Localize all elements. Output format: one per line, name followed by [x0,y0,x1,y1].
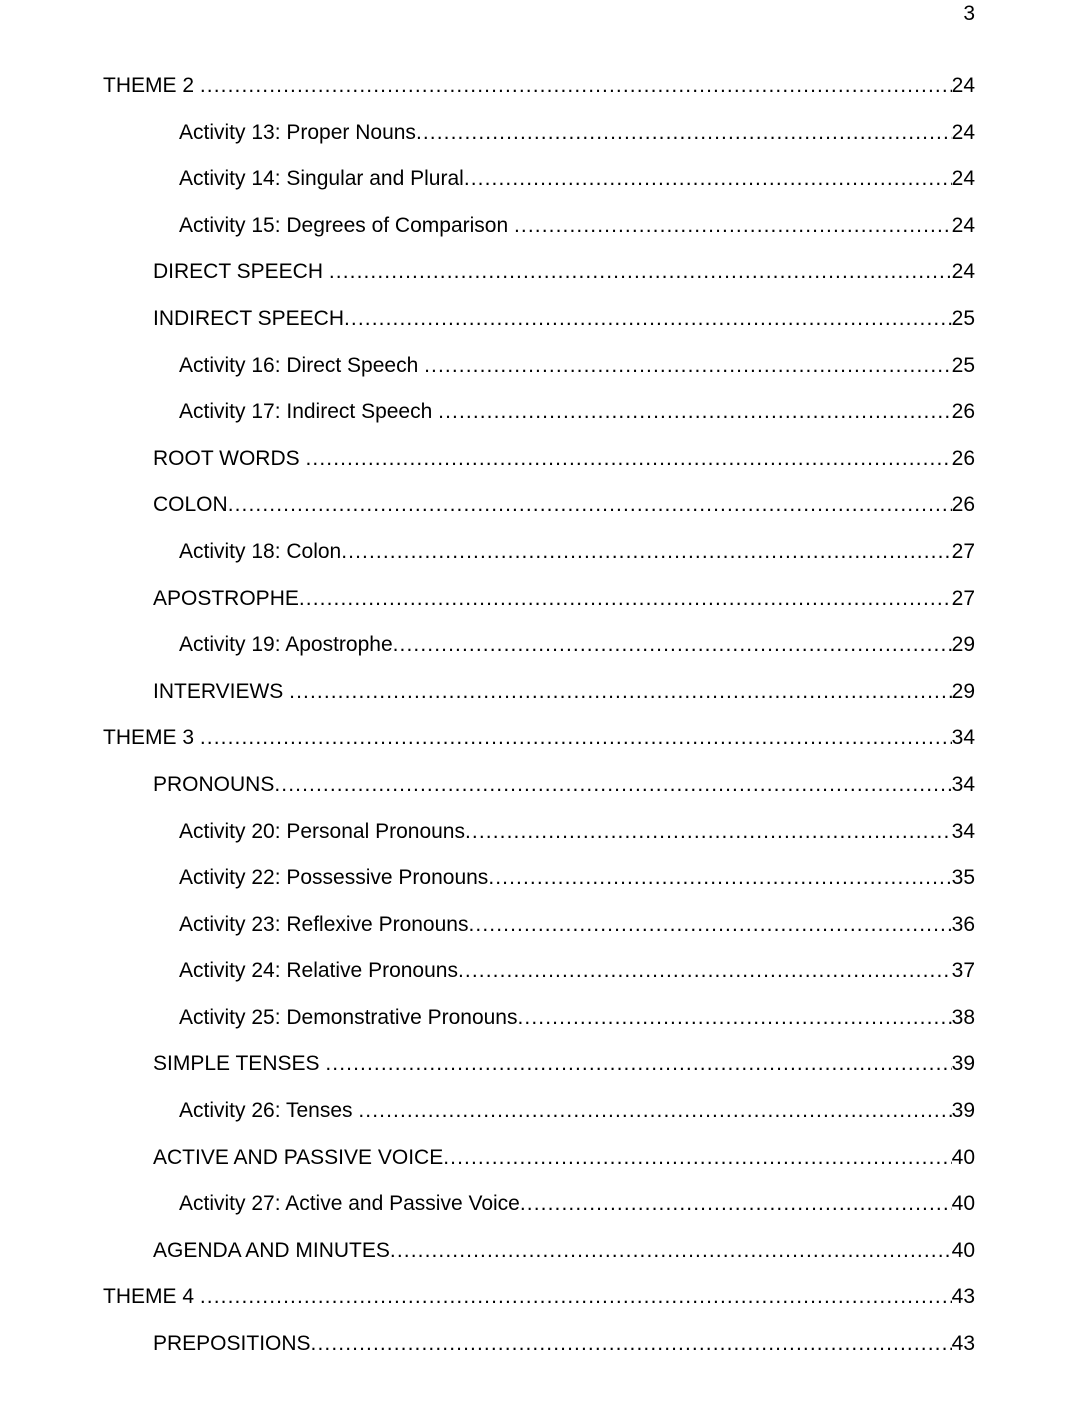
toc-entry[interactable] [103,259,975,306]
toc-entry[interactable] [103,865,975,912]
toc-leader-dots [416,120,952,145]
toc-entry[interactable] [103,632,975,679]
toc-entry-label: ACTIVE AND PASSIVE VOICE [153,1145,444,1169]
toc-entry[interactable] [103,1005,975,1052]
toc-entry[interactable] [103,1191,975,1238]
toc-entry-page: 25 [951,306,975,330]
toc-leader-dots [289,679,952,704]
toc-entry[interactable] [103,1284,975,1331]
toc-entry-page: 24 [951,213,975,237]
toc-entry-page: 29 [951,633,975,657]
toc-entry-page: 40 [951,1145,975,1169]
toc-entry-label: Activity 22: Possessive Pronouns [179,866,489,890]
toc-entry-label: Activity 18: Colon [179,539,342,563]
toc-entry[interactable] [103,819,975,866]
toc-entry[interactable] [103,1331,975,1378]
toc-entry-page: 26 [951,446,975,470]
toc-entry-label: INDIRECT SPEECH [153,306,344,330]
toc-entry-page: 38 [951,1005,975,1029]
toc-entry-label: APOSTROPHE [153,586,299,610]
toc-entry-label: Activity 14: Singular and Plural [179,167,464,191]
toc-entry[interactable] [103,772,975,819]
toc-entry-label: PREPOSITIONS [153,1332,311,1356]
toc-entry-label: Activity 19: Apostrophe [179,633,393,657]
toc-entry[interactable] [103,213,975,260]
toc-leader-dots [305,446,951,471]
toc-entry-page: 24 [951,260,975,284]
toc-leader-dots [311,1331,952,1356]
toc-entry[interactable] [103,120,975,167]
toc-leader-dots [228,492,952,517]
toc-entry-label: Activity 25: Demonstrative Pronouns [179,1005,518,1029]
toc-entry-page: 24 [951,74,975,97]
toc-entry-label: Activity 13: Proper Nouns [179,120,416,144]
toc-entry-page: 40 [951,1192,975,1216]
toc-leader-dots [200,1284,952,1309]
toc-entry[interactable] [103,539,975,586]
toc-entry-page: 39 [951,1052,975,1076]
toc-entry-page: 24 [951,167,975,191]
toc-entry[interactable] [103,353,975,400]
toc-entry-page: 26 [951,400,975,424]
toc-leader-dots [358,1098,951,1123]
toc-entry-label: Activity 20: Personal Pronouns [179,819,465,843]
toc-leader-dots [329,259,952,284]
toc-entry[interactable] [103,958,975,1005]
toc-leader-dots [344,306,952,331]
toc-leader-dots [468,912,951,937]
toc-leader-dots [200,725,952,750]
toc-entry-label: ROOT WORDS [153,446,306,470]
toc-entry-label: PRONOUNS [153,772,275,796]
toc-entry-label: AGENDA AND MINUTES [153,1238,390,1262]
page-number: 3 [963,2,975,25]
toc-entry-page: 27 [951,586,975,610]
toc-entry-page: 35 [951,866,975,890]
toc-leader-dots [465,819,952,844]
toc-entry[interactable] [103,1051,975,1098]
toc-leader-dots [274,772,951,797]
toc-entry-label: DIRECT SPEECH [153,260,329,284]
toc-leader-dots [325,1051,951,1076]
toc-entry-page: 36 [951,912,975,936]
toc-entry[interactable] [103,1145,975,1192]
toc-entry-label: SIMPLE TENSES [153,1052,326,1076]
toc-entry-label: INTERVIEWS [153,679,290,703]
toc-leader-dots [393,632,952,657]
toc-entry-label: Activity 24: Relative Pronouns [179,959,458,983]
toc-entry[interactable] [103,586,975,633]
toc-entry[interactable] [103,492,975,539]
toc-entry-page: 27 [951,539,975,563]
toc-leader-dots [200,73,952,98]
toc-leader-dots [520,1191,952,1216]
toc-entry-page: 25 [951,353,975,377]
toc-entry-page: 26 [951,493,975,517]
toc-entry[interactable] [103,306,975,353]
toc-entry[interactable] [103,399,975,446]
toc-leader-dots [443,1145,951,1170]
toc-entry-label: Activity 15: Degrees of Comparison [179,213,514,237]
toc-entry-page: 34 [951,772,975,796]
toc-leader-dots [514,213,952,238]
toc-entry-page: 34 [951,819,975,843]
toc-leader-dots [299,586,952,611]
toc-leader-dots [390,1238,952,1263]
toc-entry[interactable] [103,1098,975,1145]
toc-entry-page: 24 [951,120,975,144]
toc-leader-dots [341,539,951,564]
toc-entry-page: 39 [951,1099,975,1123]
table-of-contents [103,73,975,1378]
toc-entry-label: Activity 23: Reflexive Pronouns [179,912,469,936]
toc-entry[interactable] [103,679,975,726]
toc-entry[interactable] [103,73,975,120]
toc-entry-page: 43 [951,1285,975,1309]
toc-leader-dots [517,1005,951,1030]
toc-entry-label: Activity 26: Tenses [179,1099,359,1123]
toc-entry[interactable] [103,1238,975,1285]
toc-entry[interactable] [103,725,975,772]
toc-entry-page: 29 [951,679,975,703]
toc-entry-page: 34 [951,726,975,750]
toc-entry-label: Activity 17: Indirect Speech [179,400,439,424]
toc-entry[interactable] [103,912,975,959]
toc-leader-dots [424,353,952,378]
toc-entry-label: COLON [153,493,228,517]
toc-leader-dots [438,399,952,424]
toc-entry-label: THEME 3 [103,726,200,750]
toc-leader-dots [458,958,952,983]
toc-leader-dots [464,166,952,191]
toc-entry-page: 43 [951,1332,975,1356]
toc-entry[interactable] [103,166,975,213]
toc-entry-label: Activity 16: Direct Speech [179,353,425,377]
toc-leader-dots [488,865,951,890]
toc-entry-label: Activity 27: Active and Passive Voice [179,1192,520,1216]
toc-entry-page: 40 [951,1238,975,1262]
toc-entry-label: THEME 4 [103,1285,200,1309]
toc-entry-page: 37 [951,959,975,983]
toc-entry[interactable] [103,446,975,493]
toc-entry-label: THEME 2 [103,74,200,97]
